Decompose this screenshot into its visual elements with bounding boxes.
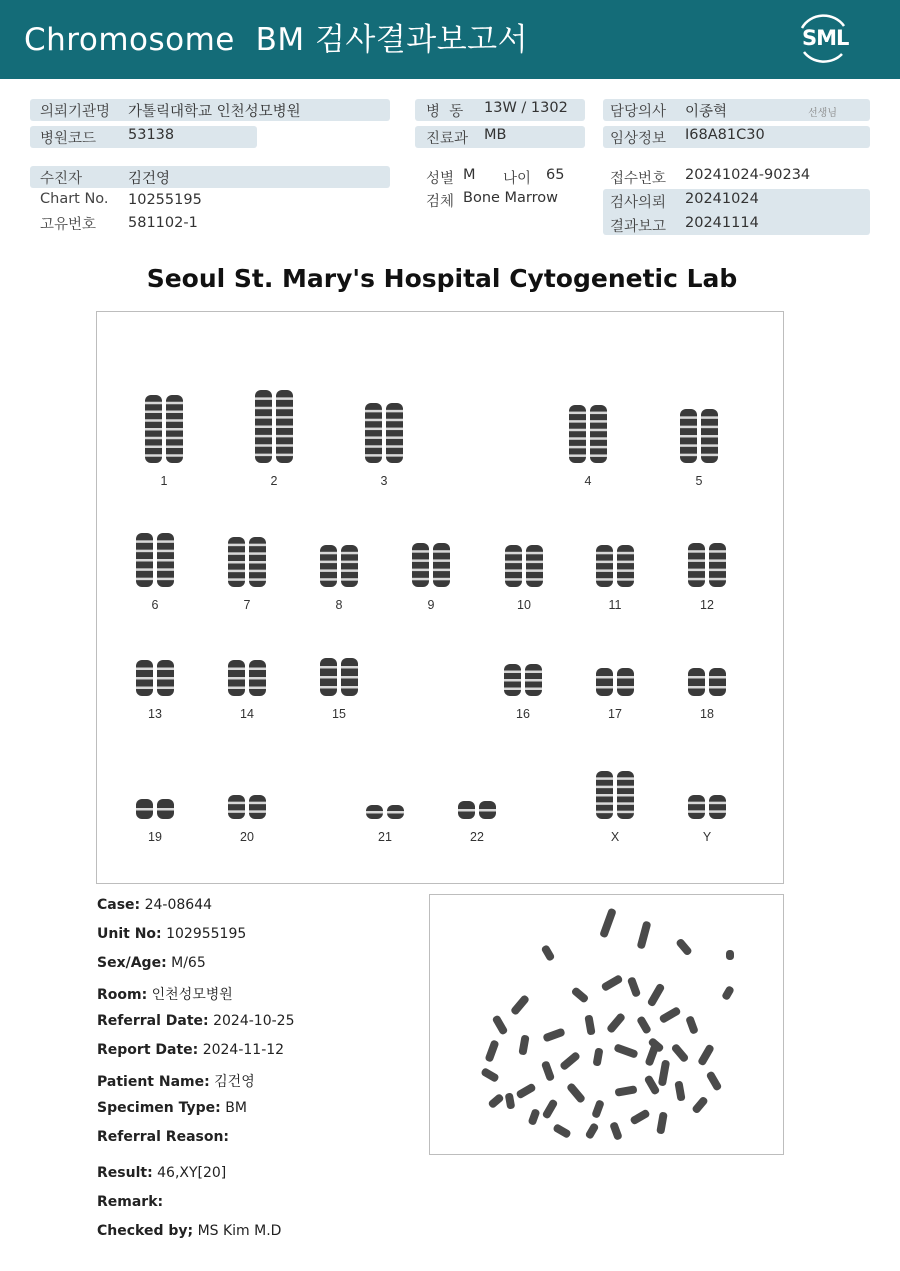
chromosome-6 [132, 532, 178, 588]
chromosome-label-14: 14 [240, 707, 254, 721]
chromosome-2 [251, 389, 297, 464]
chromosome-label-13: 13 [148, 707, 162, 721]
specimen-type-line [97, 1100, 247, 1116]
metaphase-chromosome [647, 983, 666, 1008]
metaphase-chromosome [606, 1012, 626, 1034]
metaphase-chromosome [552, 1123, 572, 1139]
sex-value: M [463, 167, 476, 183]
metaphase-chromosome [599, 908, 617, 939]
logo-text: SML [802, 26, 849, 50]
unique-label: 고유번호 [40, 217, 97, 233]
case-line [97, 897, 212, 913]
chromosome-12 [684, 542, 730, 588]
chromosome-label-3: 3 [380, 474, 388, 488]
metaphase-chromosome [528, 1108, 541, 1126]
patient-name-label: Patient Name: [97, 1074, 210, 1090]
metaphase-chromosome [484, 1039, 499, 1062]
sex-label: 성별 [426, 171, 455, 187]
doctor-value: 이종혁 [685, 104, 728, 120]
ward-label: 병 동 [426, 104, 464, 120]
patient-name-line [97, 1071, 255, 1091]
metaphase-spread [430, 895, 783, 1154]
chromosome-X [592, 770, 638, 820]
ward-value: 13W / 1302 [484, 100, 568, 116]
metaphase-chromosome [721, 985, 735, 1001]
case-label: Case: [97, 897, 141, 913]
metaphase-chromosome [685, 1015, 699, 1035]
chromosome-label-12: 12 [700, 598, 714, 612]
chromosome-label-9: 9 [427, 598, 435, 612]
clinical-value: I68A81C30 [685, 127, 765, 143]
unit-label: Unit No: [97, 926, 162, 942]
age-label: 나이 [503, 171, 532, 187]
metaphase-chromosome [627, 976, 641, 998]
remark-label: Remark: [97, 1194, 164, 1210]
receipt-label: 접수번호 [610, 171, 667, 187]
chromosome-1 [141, 394, 187, 464]
referral-reason-label: Referral Reason: [97, 1129, 230, 1145]
metaphase-chromosome [613, 1043, 638, 1059]
sexage-line [97, 955, 206, 971]
age-value: 65 [546, 167, 565, 183]
metaphase-chromosome [637, 920, 652, 949]
report-date-line [97, 1042, 284, 1058]
chromosome-label-Y: Y [702, 830, 712, 844]
chromosome-label-11: 11 [608, 598, 622, 612]
metaphase-chromosome [585, 1122, 600, 1140]
dept-label: 진료과 [426, 131, 469, 147]
chromosome-11 [592, 544, 638, 588]
chromosome-13 [132, 659, 178, 697]
institution-label: 의뢰기관명 [40, 104, 111, 120]
chart-label: Chart No. [40, 191, 109, 207]
unit-value: 102955195 [166, 926, 247, 942]
sml-logo [792, 12, 854, 66]
patient-value: 김건영 [128, 171, 171, 187]
metaphase-chromosome [644, 1074, 661, 1095]
metaphase-chromosome [614, 1085, 637, 1097]
checked-label: Checked by; [97, 1223, 194, 1239]
request-label: 검사의뢰 [610, 195, 667, 211]
chromosome-label-X: X [610, 830, 620, 844]
metaphase-chromosome [671, 1043, 690, 1063]
chromosome-label-16: 16 [516, 707, 530, 721]
chromosome-9 [408, 542, 454, 588]
metaphase-chromosome [505, 1092, 516, 1109]
referral-reason-line [97, 1129, 229, 1145]
room-value: 인천성모병원 [151, 987, 233, 1003]
report-title: Chromosome BM 검사결과보고서 [24, 22, 529, 58]
unique-value: 581102-1 [128, 215, 198, 231]
result-case-value: 46,XY[20] [157, 1165, 227, 1181]
metaphase-chromosome [591, 1099, 605, 1119]
metaphase-image [429, 894, 784, 1155]
report-date-label: Report Date: [97, 1042, 199, 1058]
chromosome-19 [132, 798, 178, 820]
chromosome-18 [684, 667, 730, 697]
metaphase-chromosome [629, 1109, 650, 1126]
chromosome-Y [684, 794, 730, 820]
metaphase-chromosome [510, 994, 530, 1016]
chromosome-10 [501, 544, 547, 588]
metaphase-chromosome [706, 1070, 723, 1091]
metaphase-chromosome [584, 1014, 595, 1035]
metaphase-chromosome [697, 1043, 715, 1066]
checked-value: MS Kim M.D [197, 1223, 282, 1239]
chromosome-label-18: 18 [700, 707, 714, 721]
case-value: 24-08644 [144, 897, 213, 913]
chromosome-label-20: 20 [240, 830, 254, 844]
metaphase-chromosome [571, 986, 590, 1004]
specimen-type-label: Specimen Type: [97, 1100, 221, 1116]
metaphase-chromosome [609, 1121, 623, 1141]
remark-line [97, 1194, 163, 1210]
chromosome-14 [224, 659, 270, 697]
metaphase-chromosome [674, 1080, 685, 1101]
chromosome-label-2: 2 [270, 474, 278, 488]
chromosome-label-10: 10 [517, 598, 531, 612]
report-header [0, 0, 900, 79]
chromosome-label-17: 17 [608, 707, 622, 721]
result-label: 결과보고 [610, 219, 667, 235]
patient-bar [30, 166, 390, 188]
chart-value: 10255195 [128, 192, 202, 208]
metaphase-chromosome [600, 974, 623, 992]
chromosome-4 [565, 404, 611, 464]
chromosome-17 [592, 667, 638, 697]
dept-value: MB [484, 127, 507, 143]
specimen-type-value: BM [225, 1100, 247, 1116]
chromosome-16 [500, 663, 546, 697]
doctor-label: 담당의사 [610, 104, 667, 120]
chromosome-15 [316, 657, 362, 697]
chromosome-label-22: 22 [470, 830, 484, 844]
referral-date-value: 2024-10-25 [213, 1013, 295, 1029]
chromosome-label-7: 7 [243, 598, 251, 612]
chromosome-8 [316, 544, 362, 588]
patient-name-value: 김건영 [214, 1074, 255, 1090]
doctor-suffix: 선생님 [808, 108, 837, 119]
chromosome-22 [454, 800, 500, 820]
metaphase-chromosome [559, 1051, 581, 1071]
karyogram [96, 311, 784, 884]
result-line [97, 1165, 226, 1181]
hospital-code-label: 병원코드 [40, 131, 97, 147]
metaphase-chromosome [492, 1014, 509, 1035]
metaphase-chromosome [541, 944, 556, 962]
chromosome-label-5: 5 [695, 474, 703, 488]
receipt-value: 20241024-90234 [685, 167, 811, 183]
specimen-value: Bone Marrow [463, 190, 559, 206]
chromosome-7 [224, 536, 270, 588]
unit-line [97, 926, 246, 942]
institution-value: 가톨릭대학교 인천성모병원 [128, 104, 301, 120]
metaphase-chromosome [656, 1111, 668, 1134]
chromosome-20 [224, 794, 270, 820]
metaphase-chromosome [726, 950, 734, 960]
hospital-code-value: 53138 [128, 127, 175, 143]
room-label: Room: [97, 987, 148, 1003]
chromosome-label-21: 21 [378, 830, 392, 844]
metaphase-chromosome [636, 1015, 652, 1035]
specimen-label: 검체 [426, 194, 455, 210]
report-date-value: 2024-11-12 [202, 1042, 285, 1058]
chromosome-label-15: 15 [332, 707, 346, 721]
referral-date-label: Referral Date: [97, 1013, 209, 1029]
chromosome-label-8: 8 [335, 598, 343, 612]
metaphase-chromosome [480, 1067, 500, 1083]
chromosome-label-1: 1 [160, 474, 168, 488]
referral-date-line [97, 1013, 294, 1029]
metaphase-chromosome [675, 938, 693, 957]
clinical-label: 임상정보 [610, 131, 667, 147]
metaphase-chromosome [542, 1027, 565, 1042]
patient-label: 수진자 [40, 171, 83, 187]
room-line [97, 984, 233, 1004]
request-value: 20241024 [685, 191, 759, 207]
metaphase-chromosome [541, 1060, 555, 1082]
metaphase-chromosome [518, 1034, 529, 1055]
sexage-label: Sex/Age: [97, 955, 167, 971]
chromosome-label-4: 4 [584, 474, 592, 488]
metaphase-chromosome [487, 1093, 504, 1109]
metaphase-chromosome [542, 1098, 559, 1119]
metaphase-chromosome [658, 1006, 681, 1024]
chromosome-label-19: 19 [148, 830, 162, 844]
result-case-label: Result: [97, 1165, 153, 1181]
chromosome-3 [361, 402, 407, 464]
checked-line [97, 1223, 281, 1239]
metaphase-chromosome [566, 1082, 586, 1104]
metaphase-chromosome [592, 1047, 603, 1066]
chromosome-21 [362, 804, 408, 820]
metaphase-chromosome [691, 1096, 709, 1115]
sexage-value: M/65 [171, 955, 206, 971]
metaphase-chromosome [658, 1060, 670, 1087]
lab-title: Seoul St. Mary's Hospital Cytogenetic Lab [146, 264, 738, 293]
metaphase-chromosome [515, 1083, 536, 1100]
chromosome-label-6: 6 [151, 598, 159, 612]
chromosome-5 [676, 408, 722, 464]
result-value: 20241114 [685, 215, 759, 231]
